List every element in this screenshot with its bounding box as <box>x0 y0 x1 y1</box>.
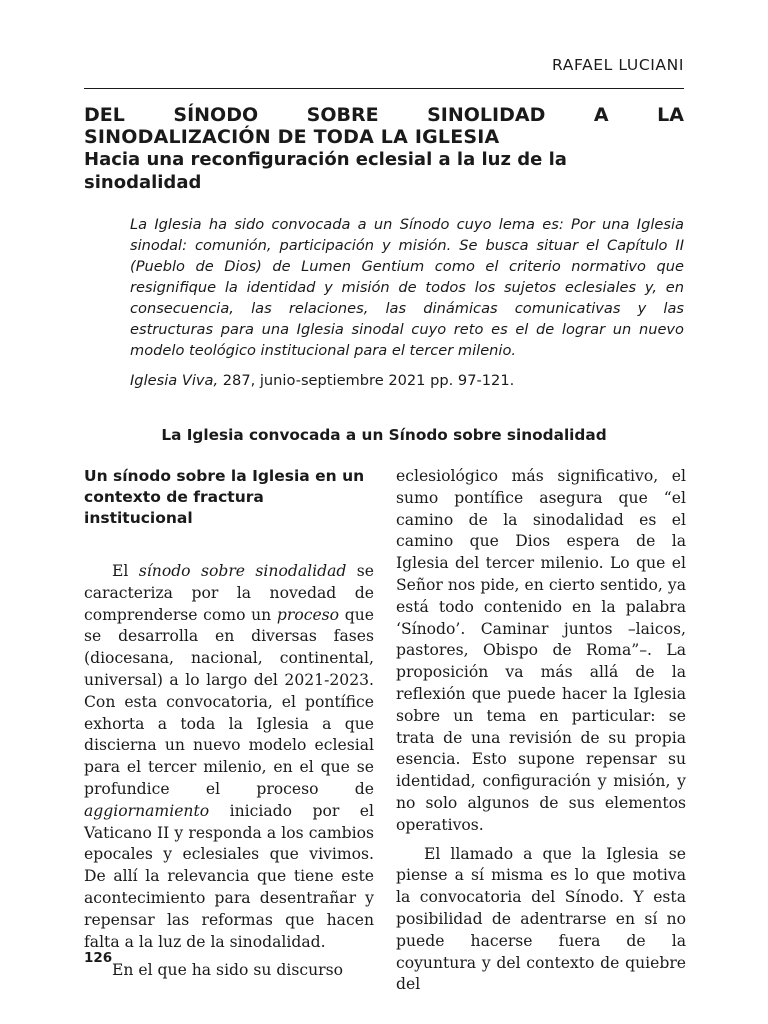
citation-journal: Iglesia Viva, <box>130 372 219 389</box>
left-column <box>84 466 374 982</box>
body-paragraph: eclesiológico más significativo, el sumo pontífice asegura que “el camino de la sinodalidad es el camino que Dios espera de la Iglesia del tercer milenio. Lo que el Señor nos pide, en cierto sentido, ya está todo contenido en la palabra ‘Sínodo’. Caminar juntos –laicos, pastores, Obispo de Roma”–. La proposición va más allá de la reflexión que puede hacer la Iglesia sobre un tema en particular: se trata de una revisión de su propia esencia. Esto supone repensar su identidad, configuración y misión, y no solo algunos de sus elementos operativos. <box>396 467 686 834</box>
title-word: SINOLIDAD <box>427 104 546 126</box>
title-line-1 <box>84 104 684 126</box>
title-word: SÍNODO <box>173 104 259 126</box>
title-word: SOBRE <box>306 104 379 126</box>
italic-term: aggiornamiento <box>84 801 210 820</box>
subtitle-line-2: sinodalidad <box>84 172 202 193</box>
title-word: DEL <box>84 104 125 126</box>
title-word: A <box>593 104 609 126</box>
text-run: iniciado por el Vaticano II y responda a los cambios epocales y eclesiales que vivimos. De allí la relevancia que tiene este acontecimiento para desentrañar y repensar las reformas que hacen falta a la luz de la sinodalidad. <box>84 801 374 951</box>
italic-term: sínodo sobre sinodalidad <box>138 562 347 580</box>
citation <box>130 370 684 391</box>
title-word: LA <box>657 104 684 126</box>
right-column <box>396 466 686 996</box>
text-run: se caracteriza por la novedad de comprenderse como un <box>84 562 375 624</box>
subtitle-line-1: Hacia una reconfiguración eclesial a la luz de la <box>84 149 567 170</box>
italic-term: proceso <box>276 605 340 624</box>
citation-details: 287, junio-septiembre 2021 pp. 97-121. <box>218 372 515 389</box>
text-run: que se desarrolla en diversas fases (diocesana, nacional, continental, universal) a lo largo del 2021-2023. Con esta convocatoria, el pontífice exhorta a toda la Iglesia a que discierna un nuevo modelo eclesial para el tercer milenio, en el que se profundice el proceso de <box>84 605 374 798</box>
page-number: 126 <box>84 950 113 966</box>
body-paragraph: En el que ha sido su discurso <box>112 961 343 980</box>
text-run: El <box>112 562 139 580</box>
section-title: La Iglesia convocada a un Sínodo sobre sinodalidad <box>161 426 607 444</box>
running-head-author: RAFAEL LUCIANI <box>552 56 684 74</box>
body-paragraph: El llamado a que la Iglesia se piense a sí misma es lo que motiva la convocatoria del Sínodo. Y esta posibilidad de adentrarse en sí no puede hacerse fuera de la coyuntura y del contexto de quiebre del <box>396 844 686 994</box>
abstract: La Iglesia ha sido convocada a un Sínodo cuyo lema es: Por una Iglesia sinodal: comunión, participación y misión. Se busca situar el Capítulo II (Pueblo de Dios) de Lumen Gentium como el criterio normativo que resignifique la identidad y misión de todos los sujetos eclesiales y, en consecuencia, las relaciones, las dinámicas comunicativas y las estructuras para una Iglesia sinodal cuyo reto es el de lograr un nuevo modelo teológico institucional para el tercer milenio. <box>130 216 684 359</box>
title-line-2: SINODALIZACIÓN DE TODA LA IGLESIA <box>84 126 500 148</box>
subsection-heading: Un sínodo sobre la Iglesia en un contexto de fractura institucional <box>84 467 365 527</box>
title-block <box>84 104 684 194</box>
header-rule <box>84 88 684 89</box>
body-paragraph <box>84 561 374 953</box>
